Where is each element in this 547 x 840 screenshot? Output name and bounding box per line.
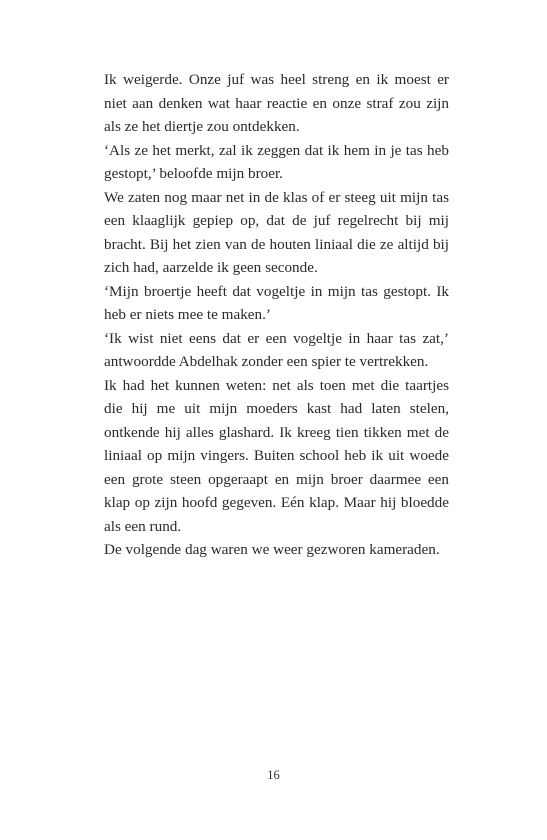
- paragraph: Ik weigerde. Onze juf was heel streng en ik moest er niet aan denken wat haar reactie en onze straf zou zijn als ze het diertje zou ontdekken.: [104, 71, 449, 135]
- paragraph: We zaten nog maar net in de klas of er steeg uit mijn tas een klaaglijk gepiep op, dat de juf regelrecht bij mij bracht. Bij het zien van de houten liniaal die ze altijd bij zich had, aarzelde ik geen seconde.: [104, 188, 449, 276]
- paragraph: ‘Mijn broertje heeft dat vogeltje in mijn tas gestopt. Ik heb er niets mee te maken.’: [104, 282, 449, 323]
- paragraph: De volgende dag waren we weer gezworen kameraden.: [104, 541, 440, 558]
- body-text: [104, 68, 449, 562]
- paragraph: ‘Als ze het merkt, zal ik zeggen dat ik hem in je tas heb gestopt,’ beloofde mijn broer.: [104, 141, 449, 182]
- paragraph: ‘Ik wist niet eens dat er een vogeltje in haar tas zat,’ antwoordde Abdelhak zonder een spier te vertrekken.: [104, 329, 449, 370]
- page-number: 16: [267, 768, 280, 782]
- paragraph: Ik had het kunnen weten: net als toen met die taartjes die hij me uit mijn moeders kast had laten stelen, ontkende hij alles glashard. Ik kreeg tien tikken met de liniaal op mijn vingers. Buiten school heb ik uit woede een grote steen opgeraapt en mijn broer daarmee een klap op zijn hoofd gegeven. Eén klap. Maar hij bloedde als een rund.: [104, 376, 449, 535]
